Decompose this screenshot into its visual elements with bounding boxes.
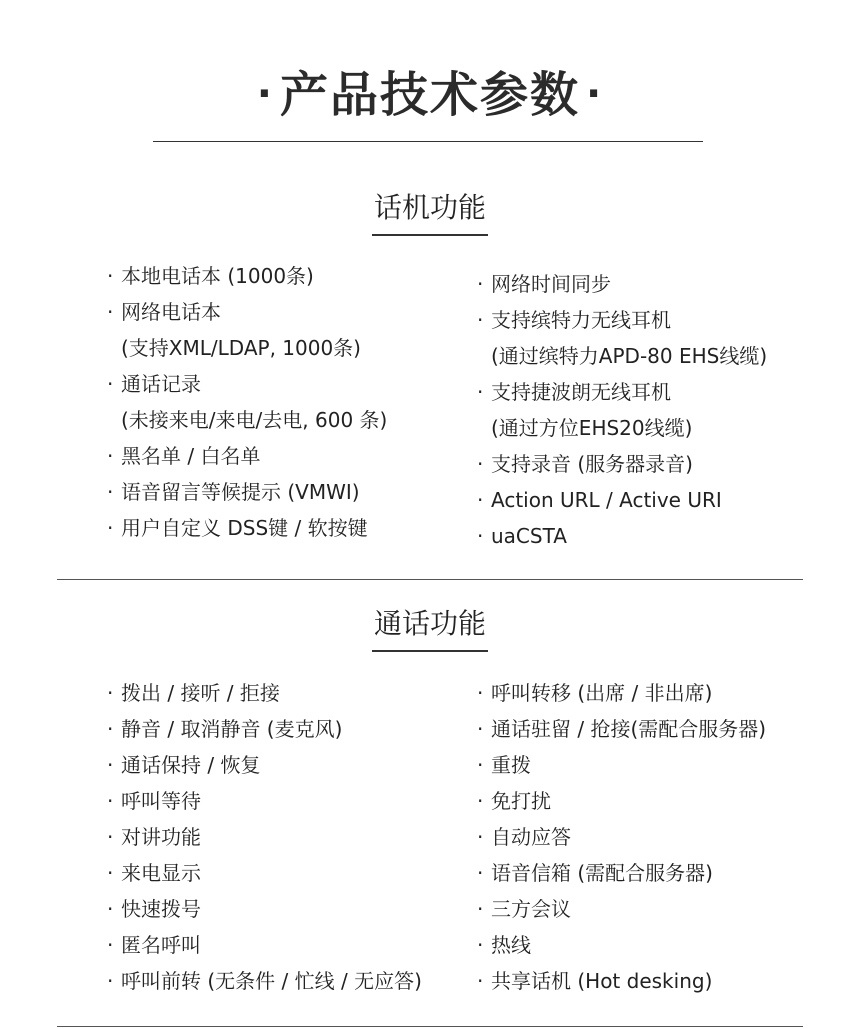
bullet-icon: ·: [107, 789, 114, 813]
list-item-text: 支持录音 (服务器录音): [491, 452, 693, 476]
list-item: [107, 258, 387, 294]
bullet-icon: ·: [107, 480, 114, 504]
section-divider: [57, 579, 803, 580]
list-item-text: 匿名呼叫: [121, 933, 201, 957]
list-item-text: (未接来电/来电/去电, 600 条): [121, 408, 388, 432]
bullet-icon: ·: [107, 300, 114, 324]
bullet-icon: ·: [107, 933, 114, 957]
list-item-text: 共享话机 (Hot desking): [491, 969, 713, 993]
list-item-text: 黑名单 / 白名单: [121, 444, 261, 468]
bullet-icon: ·: [477, 452, 484, 476]
bullet-icon: ·: [107, 264, 114, 288]
list-item: [107, 438, 387, 474]
list-item: [477, 266, 767, 302]
list-item-text: Action URL / Active URI: [491, 488, 722, 512]
section-underline: [372, 234, 488, 236]
section-heading-phone-features: 话机功能: [373, 191, 486, 224]
list-item-text: 呼叫等待: [121, 789, 201, 813]
list-item: [107, 510, 387, 546]
title-dot-right: ·: [586, 71, 604, 117]
list-item-text: 快速拨号: [121, 897, 201, 921]
list-item-text: uaCSTA: [491, 524, 567, 548]
bullet-icon: ·: [477, 753, 484, 777]
bullet-icon: ·: [107, 372, 114, 396]
bullet-icon: ·: [477, 717, 484, 741]
list-item: [107, 675, 422, 711]
list-item-continuation: [107, 402, 387, 438]
bullet-icon: ·: [477, 825, 484, 849]
list-item-continuation: [107, 330, 387, 366]
list-item: [477, 446, 767, 482]
list-item-text: 拨出 / 接听 / 拒接: [121, 681, 280, 705]
bullet-icon: ·: [107, 825, 114, 849]
bullet-icon: ·: [107, 969, 114, 993]
list-item-text: 支持缤特力无线耳机: [491, 308, 671, 332]
list-item-text: (支持XML/LDAP, 1000条): [121, 336, 361, 360]
list-item: [107, 963, 422, 999]
bullet-icon: ·: [107, 753, 114, 777]
bullet-icon: ·: [107, 861, 114, 885]
bullet-icon: ·: [477, 861, 484, 885]
section-underline: [372, 650, 488, 652]
list-item: [477, 891, 766, 927]
list-item: [477, 374, 767, 410]
section-heading-call-features: 通话功能: [373, 607, 486, 640]
call-features-right-list: [477, 675, 766, 999]
title-dot-left: ·: [256, 71, 274, 117]
list-item: [477, 783, 766, 819]
bullet-icon: ·: [477, 308, 484, 332]
list-item: [477, 675, 766, 711]
list-item-text: 呼叫转移 (出席 / 非出席): [491, 681, 713, 705]
list-item: [107, 783, 422, 819]
bullet-icon: ·: [477, 524, 484, 548]
list-item-text: 自动应答: [491, 825, 571, 849]
list-item-text: 网络时间同步: [491, 272, 611, 296]
list-item-text: 通话驻留 / 抢接(需配合服务器): [491, 717, 767, 741]
list-item-text: 呼叫前转 (无条件 / 忙线 / 无应答): [121, 969, 422, 993]
list-item-continuation: [477, 338, 767, 374]
list-item-text: 用户自定义 DSS键 / 软按键: [121, 516, 368, 540]
section-divider: [57, 1026, 803, 1027]
list-item: [107, 855, 422, 891]
call-features-left-list: [107, 675, 422, 999]
list-item-text: (通过方位EHS20线缆): [491, 416, 693, 440]
list-item-text: 热线: [491, 933, 531, 957]
list-item-text: (通过缤特力APD-80 EHS线缆): [491, 344, 768, 368]
bullet-icon: ·: [107, 516, 114, 540]
bullet-icon: ·: [107, 444, 114, 468]
list-item-text: 本地电话本 (1000条): [121, 264, 314, 288]
list-item-text: 通话保持 / 恢复: [121, 753, 261, 777]
phone-features-right-list: [477, 266, 767, 554]
list-item-text: 通话记录: [121, 372, 201, 396]
list-item: [107, 294, 387, 330]
list-item: [477, 518, 767, 554]
list-item-text: 网络电话本: [121, 300, 221, 324]
bullet-icon: ·: [477, 488, 484, 512]
list-item: [477, 747, 766, 783]
list-item: [477, 855, 766, 891]
list-item: [107, 927, 422, 963]
list-item-text: 三方会议: [491, 897, 571, 921]
list-item-text: 支持捷波朗无线耳机: [491, 380, 671, 404]
bullet-icon: ·: [107, 897, 114, 921]
list-item: [477, 302, 767, 338]
list-item: [107, 366, 387, 402]
bullet-icon: ·: [477, 897, 484, 921]
list-item-text: 语音信箱 (需配合服务器): [491, 861, 713, 885]
list-item-text: 对讲功能: [121, 825, 201, 849]
bullet-icon: ·: [477, 272, 484, 296]
bullet-icon: ·: [107, 681, 114, 705]
list-item-text: 重拨: [491, 753, 531, 777]
list-item: [107, 474, 387, 510]
list-item: [477, 482, 767, 518]
list-item: [477, 819, 766, 855]
page-title: [0, 62, 860, 127]
bullet-icon: ·: [477, 380, 484, 404]
list-item: [107, 711, 422, 747]
list-item-continuation: [477, 410, 767, 446]
list-item-text: 来电显示: [121, 861, 201, 885]
list-item: [107, 819, 422, 855]
list-item: [107, 891, 422, 927]
phone-features-left-list: [107, 258, 387, 546]
list-item-text: 免打扰: [491, 789, 551, 813]
title-rule: [153, 141, 703, 142]
list-item: [107, 747, 422, 783]
list-item: [477, 963, 766, 999]
bullet-icon: ·: [477, 969, 484, 993]
bullet-icon: ·: [477, 789, 484, 813]
bullet-icon: ·: [477, 933, 484, 957]
list-item: [477, 927, 766, 963]
list-item: [477, 711, 766, 747]
list-item-text: 语音留言等候提示 (VMWI): [121, 480, 360, 504]
page-title-text: 产品技术参数: [279, 67, 580, 123]
bullet-icon: ·: [107, 717, 114, 741]
list-item-text: 静音 / 取消静音 (麦克风): [121, 717, 343, 741]
bullet-icon: ·: [477, 681, 484, 705]
